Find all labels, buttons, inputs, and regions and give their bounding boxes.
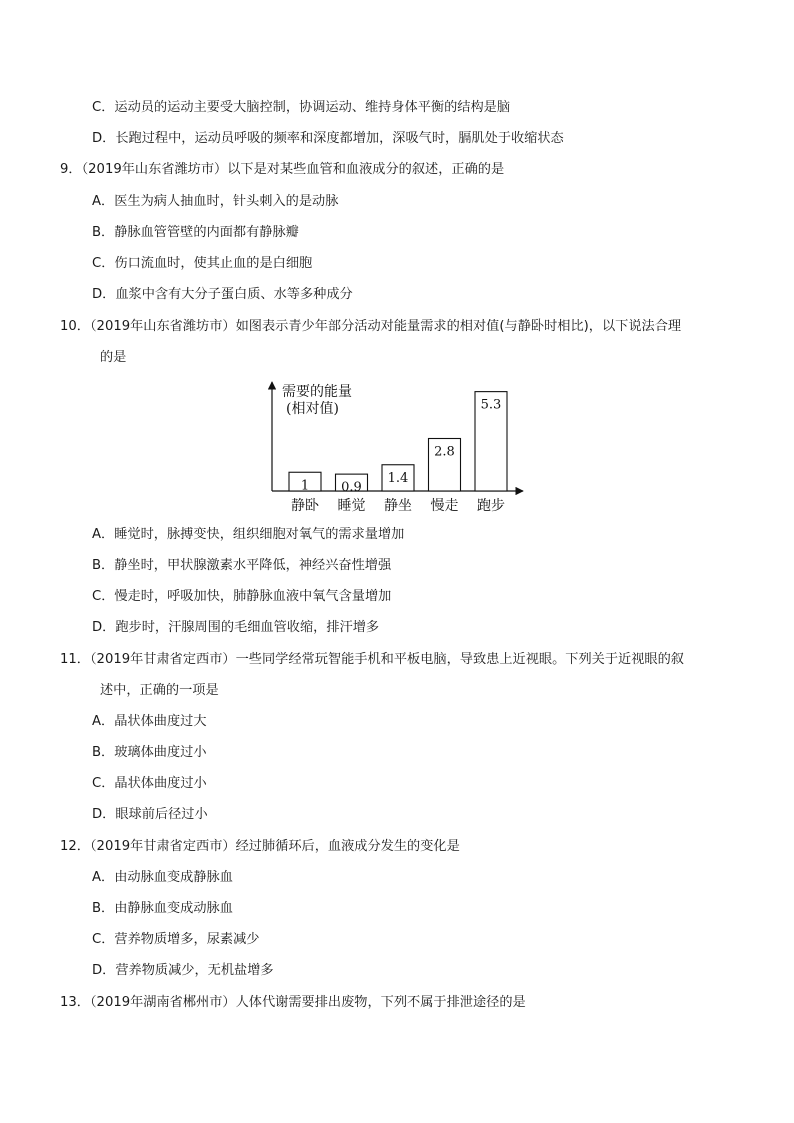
text-line: 9．（2019年山东省潍坊市）以下是对某些血管和血液成分的叙述，正确的是 <box>60 162 505 177</box>
text-line: D．血浆中含有大分子蛋白质、水等多种成分 <box>92 287 353 302</box>
category-label-2: 静坐 <box>384 498 412 514</box>
y-axis-label-line-1: 需要的能量 <box>282 384 352 400</box>
text-line: D．跑步时，汗腺周围的毛细血管收缩，排汗增多 <box>92 620 380 635</box>
text-line: D．营养物质减少，无机盐增多 <box>92 963 274 978</box>
text-line: C．营养物质增多，尿素减少 <box>92 932 260 947</box>
bar-value-label-1: 0.9 <box>341 480 362 496</box>
category-label-0: 静卧 <box>291 498 319 514</box>
bar-value-label-2: 1.4 <box>387 470 409 486</box>
text-line: 12．（2019年甘肃省定西市）经过肺循环后，血液成分发生的变化是 <box>60 839 460 854</box>
text-line: A．医生为病人抽血时，针头刺入的是动脉 <box>92 194 339 209</box>
text-line: A．由动脉血变成静脉血 <box>92 870 233 885</box>
text-line: D．眼球前后径过小 <box>92 807 208 822</box>
category-label-3: 慢走 <box>430 498 459 514</box>
text-line: B．静坐时，甲状腺激素水平降低，神经兴奋性增强 <box>92 558 392 573</box>
bar-value-label-4: 5.3 <box>480 397 502 413</box>
bar-value-label-0: 1 <box>300 478 310 494</box>
y-axis-label-line-2: (相对值) <box>286 401 339 417</box>
text-line: D．长跑过程中，运动员呼吸的频率和深度都增加，深吸气时，膈肌处于收缩状态 <box>92 131 564 146</box>
text-line: C．伤口流血时，使其止血的是白细胞 <box>92 256 313 271</box>
text-line: C．晶状体曲度过小 <box>92 776 207 791</box>
text-line: 11．（2019年甘肃省定西市）一些同学经常玩智能手机和平板电脑，导致患上近视眼。下列关于近视眼的叙 <box>60 652 684 667</box>
text-line: B．玻璃体曲度过小 <box>92 745 207 760</box>
text-line: A．晶状体曲度过大 <box>92 714 207 729</box>
text-line: A．睡觉时，脉搏变快，组织细胞对氧气的需求量增加 <box>92 527 405 542</box>
text-line: 述中，正确的一项是 <box>100 683 219 698</box>
text-line: 的是 <box>100 350 127 365</box>
category-label-4: 跑步 <box>477 498 505 514</box>
text-line: 13．（2019年湖南省郴州市）人体代谢需要排出废物，下列不属于排泄途径的是 <box>60 995 526 1010</box>
bar-value-label-3: 2.8 <box>434 444 455 460</box>
category-label-1: 睡觉 <box>337 498 366 514</box>
text-line: B．静脉血管管壁的内面都有静脉瓣 <box>92 225 299 240</box>
energy-bar-chart <box>258 378 528 518</box>
text-line: C．运动员的运动主要受大脑控制，协调运动、维持身体平衡的结构是脑 <box>92 100 511 115</box>
text-line: 10．（2019年山东省潍坊市）如图表示青少年部分活动对能量需求的相对值(与静卧时相比)，以下说法合理 <box>60 319 682 334</box>
text-line: B．由静脉血变成动脉血 <box>92 901 233 916</box>
text-line: C．慢走时，呼吸加快，肺静脉血液中氧气含量增加 <box>92 589 392 604</box>
